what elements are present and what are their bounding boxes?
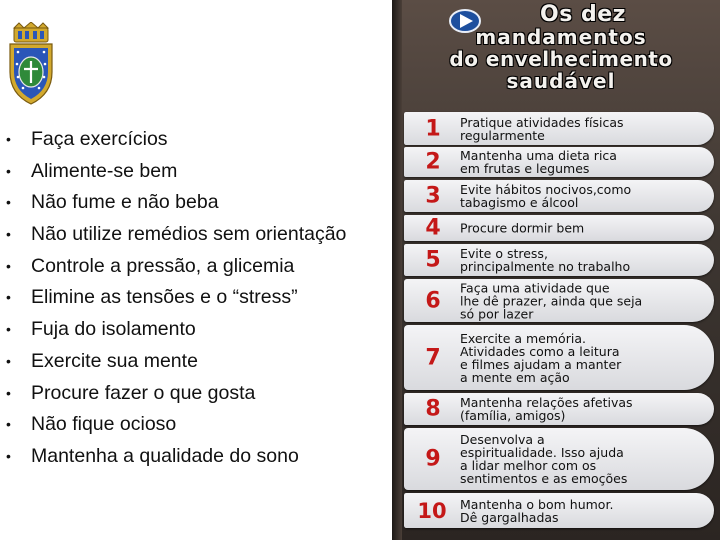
- bullet-text: Procure fazer o que gosta: [31, 381, 256, 404]
- commandment-item: [404, 428, 714, 490]
- bullet-text: Não utilize remédios sem orientação: [31, 223, 347, 246]
- commandment-item: [404, 112, 714, 145]
- bullet-dot-icon: •: [6, 416, 11, 433]
- bullet-text: Não fume e não beba: [31, 191, 219, 214]
- commandment-number: 7: [425, 345, 441, 370]
- bullet-item: [6, 156, 390, 188]
- poster-edge: [392, 0, 402, 540]
- commandment-number: 9: [425, 446, 441, 472]
- bullet-dot-icon: •: [6, 289, 11, 306]
- bullet-item: [6, 251, 390, 283]
- poster-title-line: do envelhecimento: [449, 47, 673, 71]
- bullet-dot-icon: •: [6, 257, 11, 274]
- bullet-item: [6, 409, 390, 441]
- bullet-item: [6, 187, 390, 219]
- commandment-text: Pratique atividades físicas regularmente: [460, 114, 624, 143]
- coat-of-arms-icon: [2, 22, 60, 108]
- commandment-number: 4: [425, 215, 441, 241]
- bullet-text: Alimente-se bem: [31, 159, 178, 182]
- commandment-text: Mantenha relações afetivas (família, amigos): [460, 395, 633, 423]
- bullet-item: [6, 378, 390, 410]
- commandment-text: Desenvolva a espiritualidade. Isso ajuda a lidar melhor com os sentimentos e as emoções: [460, 432, 628, 486]
- bullet-item: [6, 124, 390, 156]
- commandment-item: [404, 215, 714, 241]
- commandment-number: 3: [425, 183, 441, 209]
- bullet-item: [6, 314, 390, 346]
- commandment-text: Mantenha uma dieta rica em frutas e legumes: [460, 148, 617, 176]
- commandment-item: [404, 325, 714, 390]
- bullet-list: [6, 124, 390, 473]
- poster-title-line: mandamentos: [475, 25, 647, 49]
- bullet-text: Exercite sua mente: [31, 349, 198, 372]
- bullet-dot-icon: •: [6, 321, 11, 338]
- bullet-dot-icon: •: [6, 194, 11, 211]
- bullet-item: [6, 282, 390, 314]
- commandment-text: Faça uma atividade que lhe dê prazer, ainda que seja só por lazer: [460, 280, 643, 321]
- bullet-text: Controle a pressão, a glicemia: [31, 254, 295, 277]
- bullet-dot-icon: •: [6, 352, 11, 369]
- bullet-dot-icon: •: [6, 384, 11, 401]
- commandment-item: [404, 393, 714, 425]
- commandment-text: Procure dormir bem: [460, 220, 585, 236]
- commandment-item: [404, 493, 714, 528]
- bullet-text: Fuja do isolamento: [31, 318, 196, 341]
- commandment-item: [404, 244, 714, 276]
- bullet-item: [6, 346, 390, 378]
- commandment-item: [404, 279, 714, 322]
- commandment-item: [404, 180, 714, 212]
- poster: [392, 0, 720, 540]
- poster-title-line: Os dez: [540, 2, 626, 27]
- commandment-text: Exercite a memória. Atividades como a leitura e filmes ajudam a manter a mente em ação: [460, 330, 622, 385]
- poster-title: [402, 4, 720, 92]
- commandment-number: 5: [425, 247, 441, 273]
- bullet-dot-icon: •: [6, 131, 11, 147]
- bullet-text: Mantenha a qualidade do sono: [31, 444, 299, 467]
- commandment-text: Evite hábitos nocivos,como tabagismo e álcool: [460, 182, 632, 210]
- commandment-number: 10: [417, 498, 447, 523]
- poster-title-line: saudável: [506, 69, 616, 93]
- commandment-item: [404, 147, 714, 177]
- bullet-text: Faça exercícios: [31, 128, 168, 150]
- bullet-dot-icon: •: [6, 226, 11, 243]
- commandment-number: 6: [425, 288, 441, 313]
- bullet-text: Elimine as tensões e o “stress”: [31, 286, 298, 309]
- commandment-number: 1: [425, 116, 441, 141]
- bullet-text: Não fique ocioso: [31, 413, 177, 436]
- commandment-text: Evite o stress, principalmente no trabalho: [460, 246, 631, 274]
- commandment-text: Mantenha o bom humor. Dê gargalhadas: [460, 496, 614, 525]
- commandment-number: 2: [425, 149, 441, 175]
- bullet-dot-icon: •: [6, 447, 11, 464]
- bullet-item: [6, 219, 390, 251]
- bullet-dot-icon: •: [6, 162, 11, 179]
- commandment-number: 8: [425, 396, 441, 422]
- bullet-item: [6, 441, 390, 473]
